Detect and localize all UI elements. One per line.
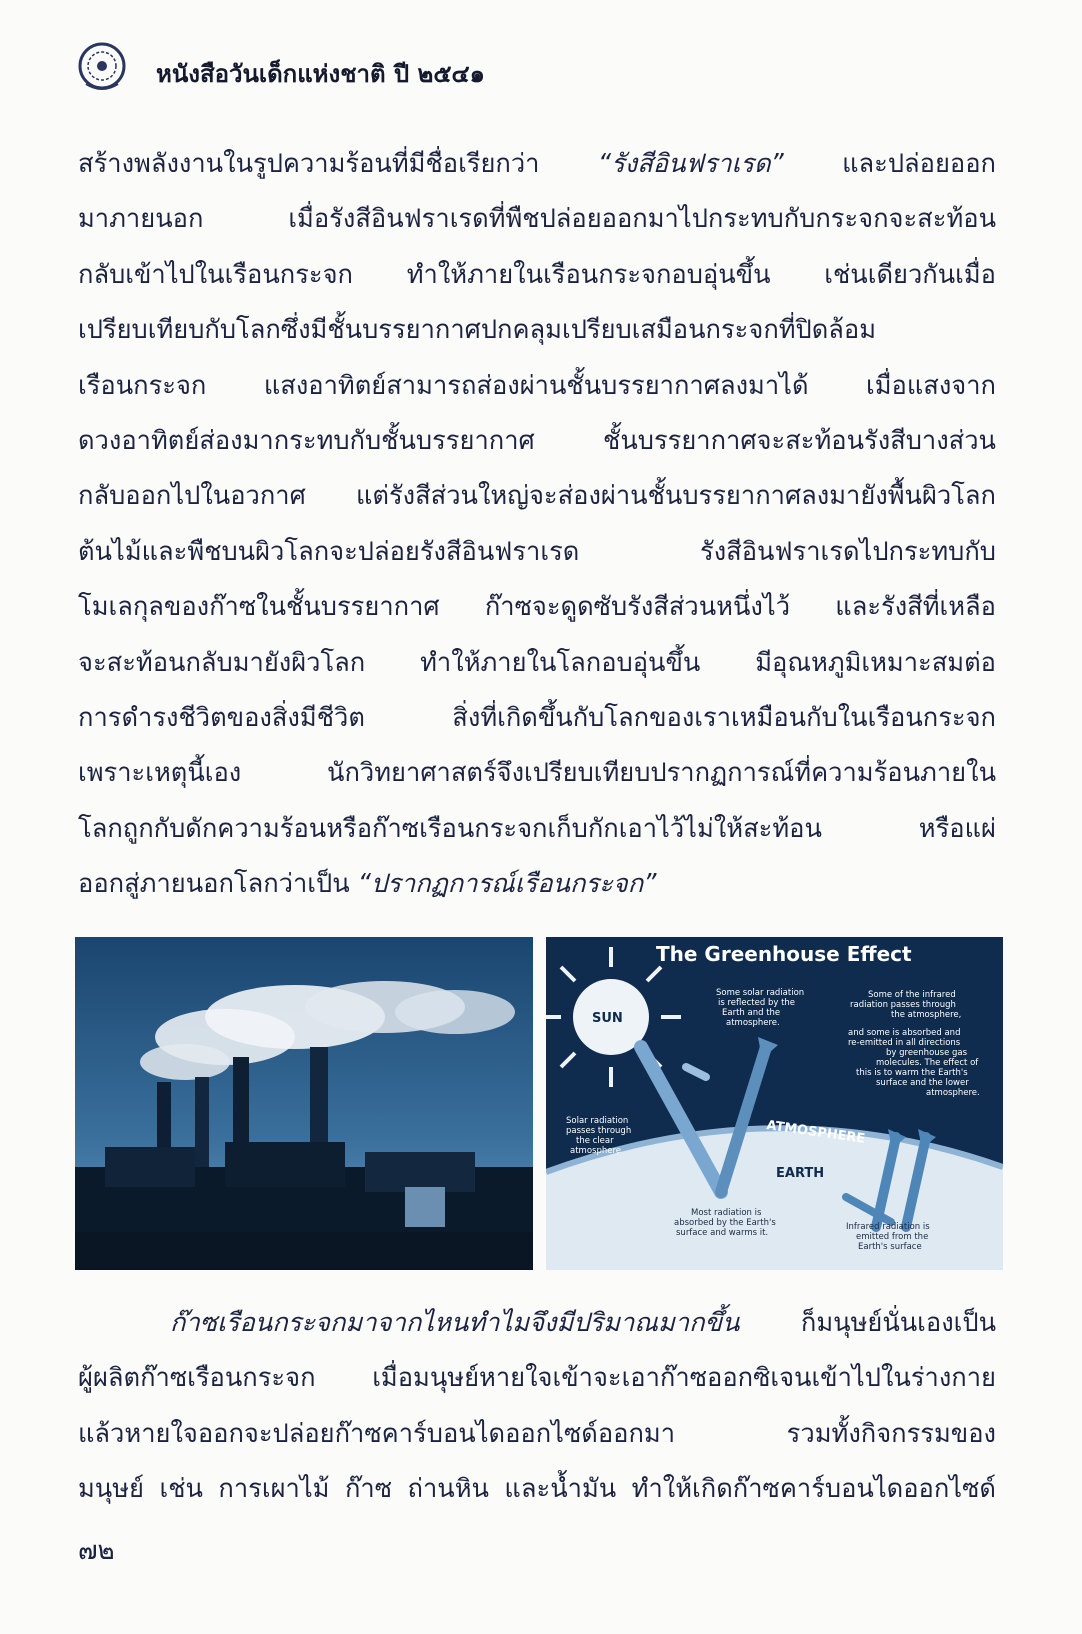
text-line: การดำรงชีวิตของสิ่งมีชีวิต สิ่งที่เกิดขึ้นกับโลกของเราเหมือนกับในเรือนกระจก [78,702,996,733]
earth-label: EARTH [776,1166,825,1181]
text-line: กลับเข้าไปในเรือนกระจก ทำให้ภายในเรือนกระจกอบอุ่นขึ้น เช่นเดียวกันเมื่อ [78,259,996,290]
svg-text:by greenhouse gas: by greenhouse gas [886,1048,968,1058]
svg-text:Solar radiation: Solar radiation [566,1116,629,1126]
atmosphere-label: ATMOSPHERE [765,1118,867,1147]
svg-text:passes through: passes through [566,1126,632,1136]
text-line: มนุษย์ เช่น การเผาไม้ ก๊าซ ถ่านหิน และน้ำมัน ทำให้เกิดก๊าซคาร์บอนไดออกไซด์ [78,1474,996,1505]
sun-label: SUN [592,1011,623,1026]
text-line: มาภายนอก เมื่อรังสีอินฟราเรดที่พืชปล่อยออกมาไปกระทบกับกระจกจะสะท้อน [78,204,996,235]
svg-text:surface and the lower: surface and the lower [876,1078,969,1088]
svg-text:absorbed by the Earth's: absorbed by the Earth's [674,1218,776,1228]
svg-text:atmosphere: atmosphere [570,1146,621,1156]
text-line: ก๊าซเรือนกระจกมาจากไหนทำไมจึงมีปริมาณมากขึ้น ก็มนุษย์นั่นเองเป็น [170,1308,996,1338]
dharma-wheel-logo-icon [74,38,130,94]
svg-text:the atmosphere,: the atmosphere, [891,1010,962,1020]
book-title: หนังสือวันเด็กแห่งชาติ ปี ๒๕๔๑ [156,60,485,88]
svg-text:re-emitted in all directions: re-emitted in all directions [848,1038,961,1048]
text-line: แล้วหายใจออกจะปล่อยก๊าซคาร์บอนไดออกไซด์ออกมา รวมทั้งกิจกรรมของ [78,1418,996,1449]
svg-text:Some solar radiation: Some solar radiation [716,988,805,998]
term-greenhouse-effect: “ปรากฏการณ์เรือนกระจก” [357,869,657,900]
question-emphasis: ก๊าซเรือนกระจกมาจากไหนทำไมจึงมีปริมาณมากขึ้น [170,1308,740,1338]
text-line: ต้นไม้และพืชบนผิวโลกจะปล่อยรังสีอินฟราเรด รังสีอินฟราเรดไปกระทบกับ [78,536,996,567]
emitted-note [846,1222,930,1252]
paragraph-greenhouse-explanation [78,137,996,912]
text-line: เพราะเหตุนี้เอง นักวิทยาศาสตร์จึงเปรียบเทียบปรากฏการณ์ที่ความร้อนภายใน [78,758,996,789]
svg-text:Infrared radiation is: Infrared radiation is [846,1222,930,1232]
svg-text:and some is absorbed and: and some is absorbed and [848,1028,961,1038]
term-infrared: “รังสีอินฟราเรด” [597,149,784,179]
text-line: โมเลกุลของก๊าซในชั้นบรรยากาศ ก๊าซจะดูดซับรังสีส่วนหนึ่งไว้ และรังสีที่เหลือ [78,592,996,623]
diagram-title: The Greenhouse Effect [656,942,912,966]
text-line: สร้างพลังงานในรูปความร้อนที่มีชื่อเรียกว่า “รังสีอินฟราเรด” และปล่อยออก [78,149,996,179]
page-header [74,38,994,98]
svg-text:Earth and the: Earth and the [722,1008,781,1018]
text-line: ดวงอาทิตย์ส่องมากระทบกับชั้นบรรยากาศ ชั้นบรรยากาศจะสะท้อนรังสีบางส่วน [78,425,996,456]
svg-text:emitted from the: emitted from the [856,1232,929,1242]
page-number: ๗๒ [78,1536,115,1566]
paragraph-greenhouse-gas-source [78,1296,996,1518]
svg-text:the clear: the clear [576,1136,614,1146]
greenhouse-effect-diagram [546,937,1003,1270]
text-line: เรือนกระจก แสงอาทิตย์สามารถส่องผ่านชั้นบรรยากาศลงมาได้ เมื่อแสงจาก [78,370,996,401]
text-line: ออกสู่ภายนอกโลกว่าเป็น “ปรากฏการณ์เรือนกระจก” [78,869,657,900]
svg-text:Most radiation is: Most radiation is [691,1208,762,1218]
svg-text:this is to warm the Earth's: this is to warm the Earth's [856,1068,968,1078]
text-line: เปรียบเทียบกับโลกซึ่งมีชั้นบรรยากาศปกคลุมเปรียบเสมือนกระจกที่ปิดล้อม [78,315,877,346]
text-line: จะสะท้อนกลับมายังผิวโลก ทำให้ภายในโลกอบอุ่นขึ้น มีอุณหภูมิเหมาะสมต่อ [78,647,996,678]
text-line: กลับออกไปในอวกาศ แต่รังสีส่วนใหญ่จะส่องผ่านชั้นบรรยากาศลงมายังพื้นผิวโลก [78,481,996,512]
power-plant-photo [75,937,533,1270]
text-line: ผู้ผลิตก๊าซเรือนกระจก เมื่อมนุษย์หายใจเข้าจะเอาก๊าซออกซิเจนเข้าไปในร่างกาย [78,1363,996,1394]
svg-text:atmosphere.: atmosphere. [926,1088,980,1098]
svg-text:molecules. The effect of: molecules. The effect of [876,1058,979,1068]
svg-text:surface and warms it.: surface and warms it. [676,1228,769,1238]
svg-text:atmosphere.: atmosphere. [726,1018,780,1028]
greenhouse-diagram-svg [546,937,1003,1270]
svg-text:is reflected by the: is reflected by the [718,998,796,1008]
svg-text:Some of the infrared: Some of the infrared [868,990,956,1000]
power-plant-smokestacks-icon [75,937,533,1270]
svg-text:radiation passes through: radiation passes through [850,1000,956,1010]
svg-text:Earth's surface: Earth's surface [858,1242,922,1252]
text-line: โลกถูกกับดักความร้อนหรือก๊าซเรือนกระจกเก็บกักเอาไว้ไม่ให้สะท้อน หรือแผ่ [78,813,996,844]
